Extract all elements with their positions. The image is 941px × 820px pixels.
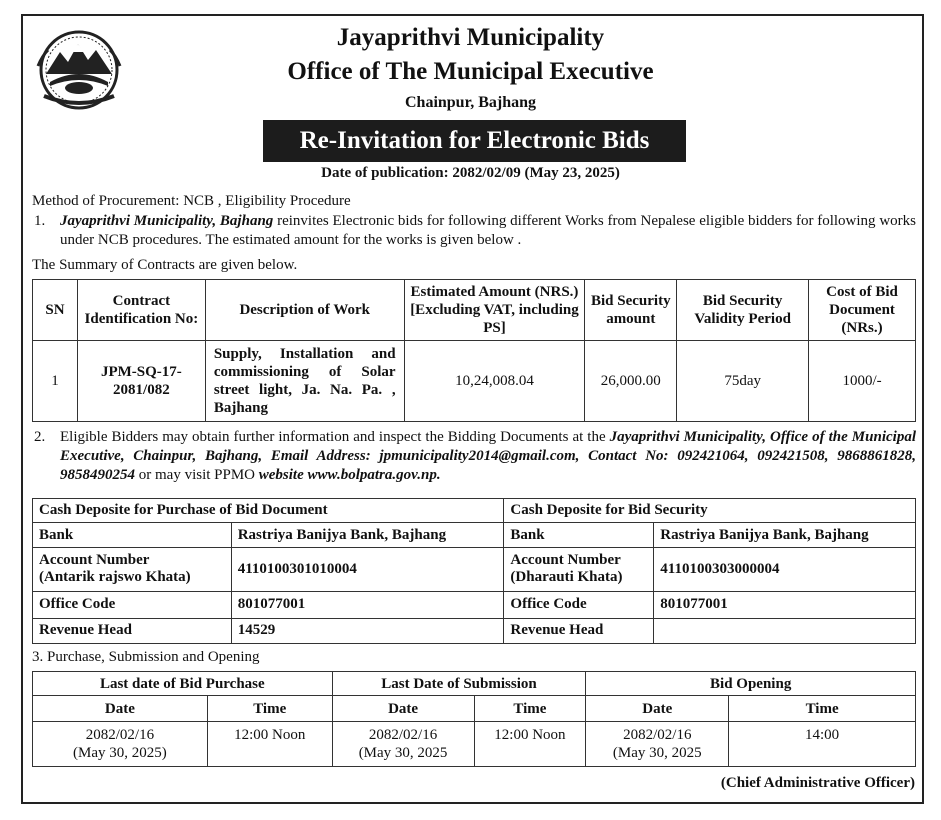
invitation-org-name: Jayaprithvi Municipality, Bajhang bbox=[60, 213, 274, 229]
time-header: Time bbox=[474, 696, 586, 722]
deposit-title-row bbox=[33, 499, 916, 523]
time-header: Time bbox=[207, 696, 332, 722]
purchase-time: 12:00 Noon bbox=[207, 722, 332, 767]
column-header: Bid Security Validity Period bbox=[677, 280, 809, 341]
information-text: or may visit PPMO bbox=[135, 467, 259, 483]
schedule-subheader-row bbox=[33, 696, 916, 722]
column-header: Bid Security amount bbox=[585, 280, 677, 341]
revenue-head-label: Revenue Head bbox=[504, 618, 654, 643]
schedule-table bbox=[32, 671, 916, 767]
account-label-line: (Antarik rajswo Khata) bbox=[39, 569, 191, 586]
contracts-header-row bbox=[33, 280, 916, 341]
municipality-name: Jayaprithvi Municipality bbox=[336, 24, 605, 51]
deposit-table bbox=[32, 498, 916, 644]
table-row bbox=[33, 618, 916, 643]
bid-purchase-header: Last date of Bid Purchase bbox=[33, 672, 333, 696]
contracts-table bbox=[32, 279, 916, 422]
office-code-value: 801077001 bbox=[231, 591, 504, 618]
column-header: Cost of Bid Document (NRs.) bbox=[809, 280, 916, 341]
procurement-method: Method of Procurement: NCB , Eligibility Procedure bbox=[32, 193, 351, 209]
table-row bbox=[33, 591, 916, 618]
table-row bbox=[33, 522, 916, 547]
table-cell: 26,000.00 bbox=[585, 341, 677, 422]
table-cell: Supply, Installation and commissioning of Solar street light, Ja. Na. Pa. , Bajhang bbox=[205, 341, 404, 422]
bid-security-deposit-title: Cash Deposite for Bid Security bbox=[504, 499, 916, 523]
date-line: 2082/02/16 bbox=[368, 727, 438, 743]
date-line: (May 30, 2025 bbox=[358, 745, 448, 761]
purchase-date bbox=[33, 722, 208, 767]
account-number: 4110100303000004 bbox=[654, 548, 916, 592]
opening-date bbox=[586, 722, 729, 767]
table-cell: 1 bbox=[33, 341, 78, 422]
submission-date bbox=[332, 722, 474, 767]
bid-document-deposit-title: Cash Deposite for Purchase of Bid Document bbox=[33, 499, 504, 523]
date-line: (May 30, 2025) bbox=[73, 745, 167, 761]
date-line: (May 30, 2025 bbox=[612, 745, 702, 761]
invitation-text: reinvites Electronic bids for following different Works from Nepalese eligible bidders for following works under NCB procedures. The estimated amount for the works is given below . bbox=[60, 213, 916, 248]
bank-label: Bank bbox=[33, 522, 232, 547]
opening-time: 14:00 bbox=[729, 722, 916, 767]
schedule-title: 3. Purchase, Submission and Opening bbox=[32, 649, 260, 665]
publication-date: Date of publication: 2082/02/09 (May 23, 2025) bbox=[321, 165, 620, 181]
table-row bbox=[33, 548, 916, 592]
submission-time: 12:00 Noon bbox=[474, 722, 586, 767]
office-code-value: 801077001 bbox=[654, 591, 916, 618]
column-header: SN bbox=[33, 280, 78, 341]
column-header: Description of Work bbox=[205, 280, 404, 341]
invitation-paragraph bbox=[60, 212, 916, 250]
column-header: Estimated Amount (NRS.) [Excluding VAT, including PS] bbox=[404, 280, 585, 341]
time-header: Time bbox=[729, 696, 916, 722]
bank-label: Bank bbox=[504, 522, 654, 547]
office-name: Office of The Municipal Executive bbox=[287, 58, 654, 85]
date-header: Date bbox=[332, 696, 474, 722]
account-label-line: Account Number bbox=[39, 552, 150, 569]
date-line: 2082/02/16 bbox=[623, 727, 692, 743]
date-line: 2082/02/16 bbox=[85, 727, 155, 743]
table-cell: 1000/- bbox=[809, 341, 916, 422]
account-label bbox=[504, 548, 654, 592]
office-code-label: Office Code bbox=[33, 591, 232, 618]
paragraph-number: 1. bbox=[34, 213, 46, 229]
revenue-head-value: 14529 bbox=[231, 618, 504, 643]
summary-caption: The Summary of Contracts are given below. bbox=[32, 257, 298, 273]
account-label-line: (Dharauti Khata) bbox=[510, 569, 623, 586]
notice-title-banner: Re-Invitation for Electronic Bids bbox=[263, 120, 686, 162]
office-code-label: Office Code bbox=[504, 591, 654, 618]
information-paragraph bbox=[60, 428, 916, 485]
revenue-head-value bbox=[654, 618, 916, 643]
account-label bbox=[33, 548, 232, 592]
table-row bbox=[33, 722, 916, 767]
office-location: Chainpur, Bajhang bbox=[404, 94, 537, 111]
table-cell: 75day bbox=[677, 341, 809, 422]
signatory-title: (Chief Administrative Officer) bbox=[720, 775, 915, 791]
paragraph-number: 2. bbox=[34, 429, 46, 445]
account-label-line: Account Number bbox=[510, 552, 621, 569]
table-cell: 10,24,008.04 bbox=[404, 341, 585, 422]
column-header: Contract Identification No: bbox=[77, 280, 205, 341]
bank-value: Rastriya Banijya Bank, Bajhang bbox=[231, 522, 504, 547]
account-number: 4110100301010004 bbox=[231, 548, 504, 592]
date-header: Date bbox=[586, 696, 729, 722]
information-text: Eligible Bidders may obtain further information and inspect the Bidding Documents at the bbox=[60, 429, 610, 445]
revenue-head-label: Revenue Head bbox=[33, 618, 232, 643]
date-header: Date bbox=[33, 696, 208, 722]
table-cell: JPM-SQ-17-2081/082 bbox=[77, 341, 205, 422]
ppmo-website-link[interactable]: website www.bolpatra.gov.np. bbox=[258, 467, 441, 483]
table-row bbox=[33, 341, 916, 422]
office-contact-details: Jayaprithvi Municipality, Office of the Municipal Executive, Chainpur, Bajhang, Email Address: jpmunicipality2014@gmail.com, Contact No: 092421064, 092421508, 9868861828, 9858490254 bbox=[60, 429, 916, 483]
schedule-group-row bbox=[33, 672, 916, 696]
submission-header: Last Date of Submission bbox=[332, 672, 586, 696]
bank-value: Rastriya Banijya Bank, Bajhang bbox=[654, 522, 916, 547]
bid-opening-header: Bid Opening bbox=[586, 672, 916, 696]
